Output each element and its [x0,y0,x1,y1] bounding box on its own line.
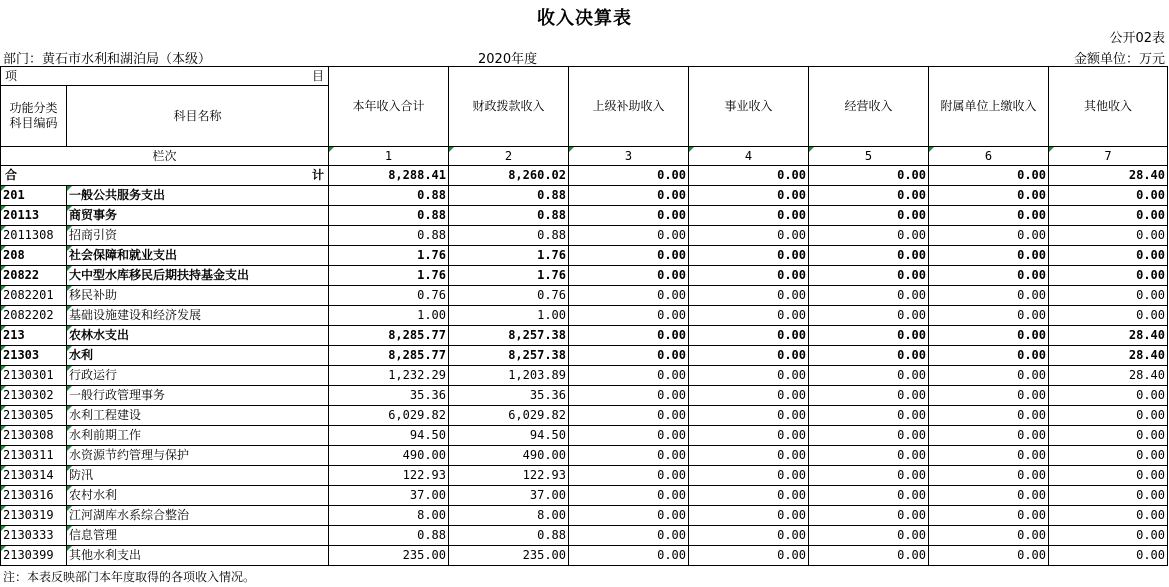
table-row [1,366,1168,386]
amount-cell: 0.00 [809,486,929,506]
table-row [1,266,1168,286]
amount-cell: 0.00 [929,266,1049,286]
amount-cell: 37.00 [329,486,449,506]
amount-cell: 0.00 [929,346,1049,366]
table-row [1,466,1168,486]
amount-cell: 0.00 [689,446,809,466]
amount-cell: 28.40 [1049,366,1168,386]
amount-cell: 0.00 [1049,406,1168,426]
amount-cell: 0.00 [1049,266,1168,286]
amount-cell: 0.00 [929,426,1049,446]
subject-name: 水利 [67,346,329,366]
column-number-4: 4 [689,147,809,166]
col-header-5: 经营收入 [809,67,929,147]
col-header-3: 上级补助收入 [569,67,689,147]
amount-cell: 0.00 [689,406,809,426]
header-row-xiangmu [1,67,1168,86]
amount-cell: 0.00 [929,246,1049,266]
col-header-6: 附属单位上缴收入 [929,67,1049,147]
amount-cell: 0.00 [809,386,929,406]
subject-name: 其他水利支出 [67,546,329,566]
amount-cell: 0.88 [449,226,569,246]
amount-cell: 8,285.77 [329,346,449,366]
subject-code: 2130316 [1,486,67,506]
amount-cell: 0.00 [1049,466,1168,486]
subject-name: 信息管理 [67,526,329,546]
amount-cell: 0.00 [689,366,809,386]
amount-cell: 0.00 [1049,426,1168,446]
amount-cell: 0.00 [569,186,689,206]
table-row [1,186,1168,206]
amount-cell: 0.88 [329,206,449,226]
amount-cell: 0.00 [689,526,809,546]
subject-name: 招商引资 [67,226,329,246]
amount-cell: 0.88 [449,206,569,226]
amount-cell: 0.00 [689,206,809,226]
amount-cell: 8,257.38 [449,346,569,366]
amount-cell: 0.00 [809,186,929,206]
amount-cell: 0.00 [1049,486,1168,506]
column-number-row [1,147,1168,166]
amount-cell: 0.00 [809,446,929,466]
amount-cell: 0.00 [569,426,689,446]
subject-code: 2130311 [1,446,67,466]
amount-cell: 0.00 [569,226,689,246]
amount-cell: 0.00 [689,186,809,206]
subject-name: 江河湖库水系综合整治 [67,506,329,526]
amount-cell: 0.00 [689,246,809,266]
subject-code: 2130333 [1,526,67,546]
subject-name: 农林水支出 [67,326,329,346]
amount-cell: 0.00 [809,506,929,526]
amount-cell: 122.93 [329,466,449,486]
amount-cell: 0.00 [809,546,929,566]
amount-cell: 0.00 [569,286,689,306]
amount-cell: 1.00 [329,306,449,326]
amount-cell: 0.00 [929,466,1049,486]
amount-cell: 1.76 [449,246,569,266]
total-value: 0.00 [689,166,809,186]
amount-cell: 0.00 [809,426,929,446]
amount-cell: 0.00 [689,386,809,406]
subject-code: 2130399 [1,546,67,566]
lanci-label: 栏次 [1,147,329,166]
amount-cell: 0.00 [1049,446,1168,466]
total-label [1,166,329,186]
subject-name: 社会保障和就业支出 [67,246,329,266]
amount-cell: 6,029.82 [449,406,569,426]
total-value: 8,288.41 [329,166,449,186]
amount-cell: 0.00 [689,286,809,306]
column-number-3: 3 [569,147,689,166]
subject-name: 水利工程建设 [67,406,329,426]
amount-cell: 0.00 [569,386,689,406]
subject-code: 2130319 [1,506,67,526]
amount-cell: 1.76 [329,246,449,266]
amount-cell: 0.88 [329,186,449,206]
amount-cell: 0.00 [929,306,1049,326]
amount-cell: 0.00 [569,306,689,326]
amount-cell: 0.00 [809,266,929,286]
total-value: 0.00 [809,166,929,186]
amount-cell: 8,257.38 [449,326,569,346]
fiscal-year: 2020年度 [478,52,538,67]
subject-code: 2082202 [1,306,67,326]
amount-cell: 0.00 [929,186,1049,206]
amount-cell: 28.40 [1049,346,1168,366]
column-number-7: 7 [1049,147,1168,166]
subject-name: 一般公共服务支出 [67,186,329,206]
table-row [1,326,1168,346]
column-number-6: 6 [929,147,1049,166]
amount-cell: 94.50 [449,426,569,446]
subject-code: 20113 [1,206,67,226]
amount-cell: 0.00 [1049,386,1168,406]
amount-cell: 0.00 [689,506,809,526]
amount-cell: 1.76 [449,266,569,286]
amount-cell: 0.88 [449,526,569,546]
amount-cell: 0.00 [809,366,929,386]
amount-cell: 0.00 [929,366,1049,386]
table-row [1,546,1168,566]
amount-cell: 1,232.29 [329,366,449,386]
table-row [1,306,1168,326]
amount-cell: 0.00 [569,366,689,386]
amount-cell: 0.00 [929,286,1049,306]
amount-cell: 0.00 [809,306,929,326]
amount-cell: 0.00 [929,506,1049,526]
amount-cell: 0.00 [569,266,689,286]
table-row [1,506,1168,526]
subject-code: 2011308 [1,226,67,246]
amount-cell: 0.00 [569,406,689,426]
amount-cell: 0.00 [569,446,689,466]
subject-code: 208 [1,246,67,266]
amount-cell: 0.00 [569,246,689,266]
amount-cell: 0.76 [329,286,449,306]
table-row [1,406,1168,426]
amount-cell: 0.00 [689,226,809,246]
amount-cell: 0.00 [689,346,809,366]
amount-cell: 8.00 [449,506,569,526]
total-value: 0.00 [569,166,689,186]
amount-cell: 0.00 [689,426,809,446]
column-number-1: 1 [329,147,449,166]
amount-cell: 0.00 [689,486,809,506]
amount-cell: 0.00 [1049,246,1168,266]
table-row [1,286,1168,306]
amount-cell: 0.88 [329,226,449,246]
amount-cell: 0.00 [569,206,689,226]
amount-cell: 8,285.77 [329,326,449,346]
amount-cell: 0.00 [689,306,809,326]
footnote: 注：本表反映部门本年度取得的各项收入情况。 [3,570,256,584]
amount-cell: 0.00 [929,226,1049,246]
mu-label: 目 [311,69,324,83]
department-label: 部门：黄石市水利和湖泊局（本级） [3,52,212,67]
amount-cell: 35.36 [329,386,449,406]
amount-cell: 0.00 [1049,226,1168,246]
amount-cell: 0.00 [689,326,809,346]
subject-code: 201 [1,186,67,206]
amount-cell: 0.00 [1049,286,1168,306]
amount-cell: 0.00 [1049,526,1168,546]
amount-cell: 0.00 [569,506,689,526]
col-header-4: 事业收入 [689,67,809,147]
table-row [1,206,1168,226]
table-row [1,526,1168,546]
amount-cell: 0.00 [569,326,689,346]
amount-cell: 0.88 [329,526,449,546]
amount-cell: 235.00 [329,546,449,566]
xiangmu-cell [1,67,329,86]
total-row [1,166,1168,186]
amount-cell: 0.00 [569,346,689,366]
amount-cell: 0.00 [569,526,689,546]
subject-name: 一般行政管理事务 [67,386,329,406]
subject-code: 2130308 [1,426,67,446]
amount-cell: 35.36 [449,386,569,406]
func-code-header: 功能分类 科目编码 [1,86,67,147]
amount-cell: 1,203.89 [449,366,569,386]
amount-cell: 0.00 [809,326,929,346]
amount-cell: 0.00 [809,466,929,486]
amount-cell: 37.00 [449,486,569,506]
amount-cell: 0.00 [929,206,1049,226]
amount-cell: 6,029.82 [329,406,449,426]
amount-cell: 0.00 [569,486,689,506]
amount-cell: 0.00 [809,526,929,546]
amount-cell: 0.00 [929,546,1049,566]
column-number-5: 5 [809,147,929,166]
amount-cell: 490.00 [449,446,569,466]
total-value: 0.00 [929,166,1049,186]
amount-cell: 0.00 [1049,186,1168,206]
subject-code: 2130314 [1,466,67,486]
amount-cell: 0.00 [809,406,929,426]
amount-cell: 490.00 [329,446,449,466]
amount-cell: 0.00 [809,226,929,246]
income-table [0,66,1168,566]
table-row [1,346,1168,366]
col-header-2: 财政拨款收入 [449,67,569,147]
report-title: 收入决算表 [537,8,632,29]
amount-cell: 1.00 [449,306,569,326]
total-value: 28.40 [1049,166,1168,186]
subject-code: 2130305 [1,406,67,426]
amount-cell: 0.00 [929,526,1049,546]
amount-cell: 0.00 [569,546,689,566]
table-row [1,386,1168,406]
amount-cell: 0.00 [929,446,1049,466]
form-number: 公开02表 [1109,31,1165,46]
subject-name: 防汛 [67,466,329,486]
table-row [1,426,1168,446]
column-number-2: 2 [449,147,569,166]
amount-cell: 0.88 [449,186,569,206]
subject-name: 大中型水库移民后期扶持基金支出 [67,266,329,286]
amount-cell: 235.00 [449,546,569,566]
subject-name: 水资源节约管理与保护 [67,446,329,466]
amount-cell: 0.00 [929,406,1049,426]
col-header-7: 其他收入 [1049,67,1168,147]
subject-name: 基础设施建设和经济发展 [67,306,329,326]
amount-cell: 0.00 [929,386,1049,406]
amount-cell: 0.00 [1049,506,1168,526]
col-header-1: 本年收入合计 [329,67,449,147]
subject-name-header: 科目名称 [67,86,329,147]
amount-cell: 94.50 [329,426,449,446]
subject-code: 213 [1,326,67,346]
amount-cell: 0.00 [689,466,809,486]
table-row [1,486,1168,506]
table-row [1,446,1168,466]
amount-cell: 0.00 [1049,306,1168,326]
subject-name: 农村水利 [67,486,329,506]
xiang-label: 项 [5,69,18,83]
subject-code: 2130302 [1,386,67,406]
amount-cell: 0.00 [689,266,809,286]
amount-cell: 0.00 [929,486,1049,506]
amount-unit: 金额单位：万元 [1073,52,1165,67]
amount-cell: 0.76 [449,286,569,306]
table-row [1,246,1168,266]
amount-cell: 0.00 [689,546,809,566]
subject-name: 水利前期工作 [67,426,329,446]
amount-cell: 28.40 [1049,326,1168,346]
amount-cell: 0.00 [929,326,1049,346]
total-ji: 计 [311,168,324,182]
amount-cell: 8.00 [329,506,449,526]
total-value: 8,260.02 [449,166,569,186]
subject-code: 20822 [1,266,67,286]
amount-cell: 0.00 [569,466,689,486]
amount-cell: 0.00 [1049,206,1168,226]
subject-code: 2082201 [1,286,67,306]
table-row [1,226,1168,246]
amount-cell: 0.00 [809,346,929,366]
total-he: 合 [5,168,18,182]
subject-code: 2130301 [1,366,67,386]
amount-cell: 0.00 [809,286,929,306]
amount-cell: 122.93 [449,466,569,486]
amount-cell: 0.00 [809,206,929,226]
subject-name: 商贸事务 [67,206,329,226]
subject-name: 移民补助 [67,286,329,306]
amount-cell: 1.76 [329,266,449,286]
amount-cell: 0.00 [1049,546,1168,566]
amount-cell: 0.00 [809,246,929,266]
subject-name: 行政运行 [67,366,329,386]
subject-code: 21303 [1,346,67,366]
